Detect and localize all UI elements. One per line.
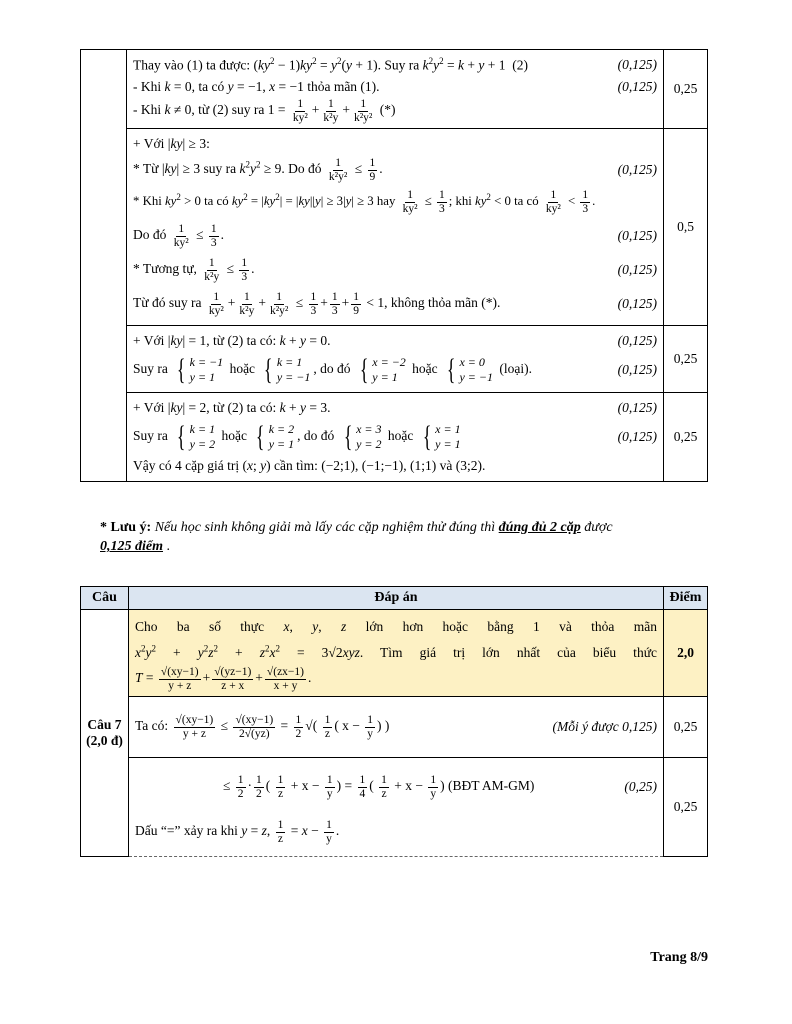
points-cell: 0,25 [664, 326, 708, 393]
solution-line: - Khi k ≠ 0, từ (2) suy ra 1 = $\frac{1}{\text{ky²}}$ + $\frac{1}{\text{k²y}}$ + $\frac{1}{\text{k²y²}}$ (*) [133, 98, 396, 124]
note-body: Nếu học sinh không giải mà lấy các cặp nghiệm thử đúng thì [154, 520, 496, 535]
solution-line: Do đó $\frac{1}{\text{ky²}}$ ≤ $\frac{1}{3}$ . (0,125) [133, 223, 657, 249]
solution-block-3 [127, 326, 664, 393]
solution-line: * Tương tự, $\frac{1}{\text{k²y}}$ ≤ $\frac{1}{3}$ . (0,125) [133, 257, 657, 283]
solution-line: - Khi k = 0, ta có y = −1, x = −1 thỏa mãn (1). (0,125) [133, 79, 657, 94]
points-cell: 0,25 [664, 393, 708, 482]
header-points: Điểm [664, 587, 708, 610]
header-question: Câu [81, 587, 129, 610]
note-emphasis: đúng đủ 2 cặp [498, 520, 581, 535]
points-cell: 0,5 [664, 129, 708, 326]
solution-line: Vậy có 4 cặp giá trị (x; y) cần tìm: (−2;1), (−1;−1), (1;1) và (3;2). [133, 458, 486, 474]
solution-line: Thay vào (1) ta được: $(ky^2 - 1)ky^2 = y^2(y + 1)$. Suy ra $k^2y^2 = k + y + 1$ (2) (0,125) [133, 56, 657, 73]
question-label: Câu 7 (2,0 đ) [81, 610, 129, 857]
solution-step-1: Ta có: $\frac{√(xy-1)}{y + z}$ ≤ $\frac{√(xy-1)}{2√(yz)}$ = $\frac{1}{2}$ √( $\frac{1}{z}$ ( x − $\frac{1}{y}$ ) ) (Mỗi ý được 0,125) [129, 697, 664, 758]
solution-line: + Với |ky| ≥ 3: [133, 136, 210, 152]
solution-line: Từ đó suy ra $\frac{1}{\text{ky²}}$ + $\frac{1}{\text{k²y}}$ + $\frac{1}{\text{k²y²}}$ ≤ $\frac{1}{3}$ + $\frac{1}{3}$ + $\frac{1}{9}$ < 1, không thỏa mãn (*). (0,125) [133, 291, 657, 317]
solution-step-2: ≤ $\frac{1}{2}$ · $\frac{1}{2}$ ( $\frac{1}{z}$ + x − $\frac{1}{y}$ ) = $\frac{1}{4}$ ( $\frac{1}{z}$ + x − $\frac{1}{y}$ ) (BĐT AM-GM) (0,25) Dấu “=” xảy ra khi y = z, $\frac{1}{z}$ = x − $\frac{1}{y}$ . [129, 758, 664, 857]
note-prefix: * Lưu ý: [100, 520, 152, 535]
points-cell: 0,25 [664, 758, 708, 857]
note-score: 0,125 điểm [100, 538, 163, 554]
solution-block-4 [127, 393, 664, 482]
page-number: Trang 8/9 [650, 950, 708, 965]
solution-block-1 [127, 50, 664, 129]
question-7-table [80, 586, 708, 857]
solution-block-2 [127, 129, 664, 326]
solution-line: * Khi $ky^2 > 0$ ta có $ky^2 = |ky^2| = |ky||y| \ge 3|y| \ge 3$ hay $\frac{1}{\text{ky²}}$ ≤ $\frac{1}{3}$ ; khi $ky^2 < 0$ ta có $\frac{1}{\text{ky²}}$ < $\frac{1}{3}$ . [133, 189, 596, 215]
grading-note: * Lưu ý: Nếu học sinh không giải mà lấy các cặp nghiệm thử đúng thì đúng đủ 2 cặp được 0,125 điểm . [100, 520, 613, 554]
solution-line: * Từ |ky| ≥ 3 suy ra $k^2y^2 \ge 9$. Do đó $\frac{1}{\text{k²y²}}$ ≤ $\frac{1}{9}$ . (0,125) [133, 157, 657, 183]
question-cell-empty [81, 50, 127, 482]
points-cell: 0,25 [664, 697, 708, 758]
points-cell: 2,0 [664, 610, 708, 697]
solution-line: + Với |ky| = 2, từ (2) ta có: k + y = 3. (0,125) [133, 400, 657, 416]
note-tail: được [584, 520, 613, 535]
solution-line: + Với |ky| = 1, từ (2) ta có: k + y = 0. (0,125) [133, 333, 657, 349]
solution-line: Suy ra { k = 1 y = 2 hoặc { k = 2 y = 1 , do đó { x = 3 y = 2 hoặc { x = 1 y = 1 (0,125) [133, 420, 657, 454]
problem-statement: Cho ba số thực x, y, z lớn hơn hoặc bằng 1 và thỏa mãn $x^2y^2 + y^2z^2 + z^2x^2 = 3√2xyz$. Tìm giá trị lớn nhất của biểu thức T = $\frac{√(xy-1)}{y + z}$ + $\frac{√(yz-1)}{z + x}$ + $\frac{√(zx-1)}{x + y}$ . [129, 610, 664, 697]
solution-table-continued [80, 49, 708, 482]
points-cell: 0,25 [664, 50, 708, 129]
solution-line: Suy ra { k = −1 y = 1 hoặc { k = 1 y = −1 , do đó { x = −2 y = 1 hoặc { x = 0 y = −1 (loại). (0,125) [133, 353, 657, 387]
header-answer: Đáp án [129, 587, 664, 610]
